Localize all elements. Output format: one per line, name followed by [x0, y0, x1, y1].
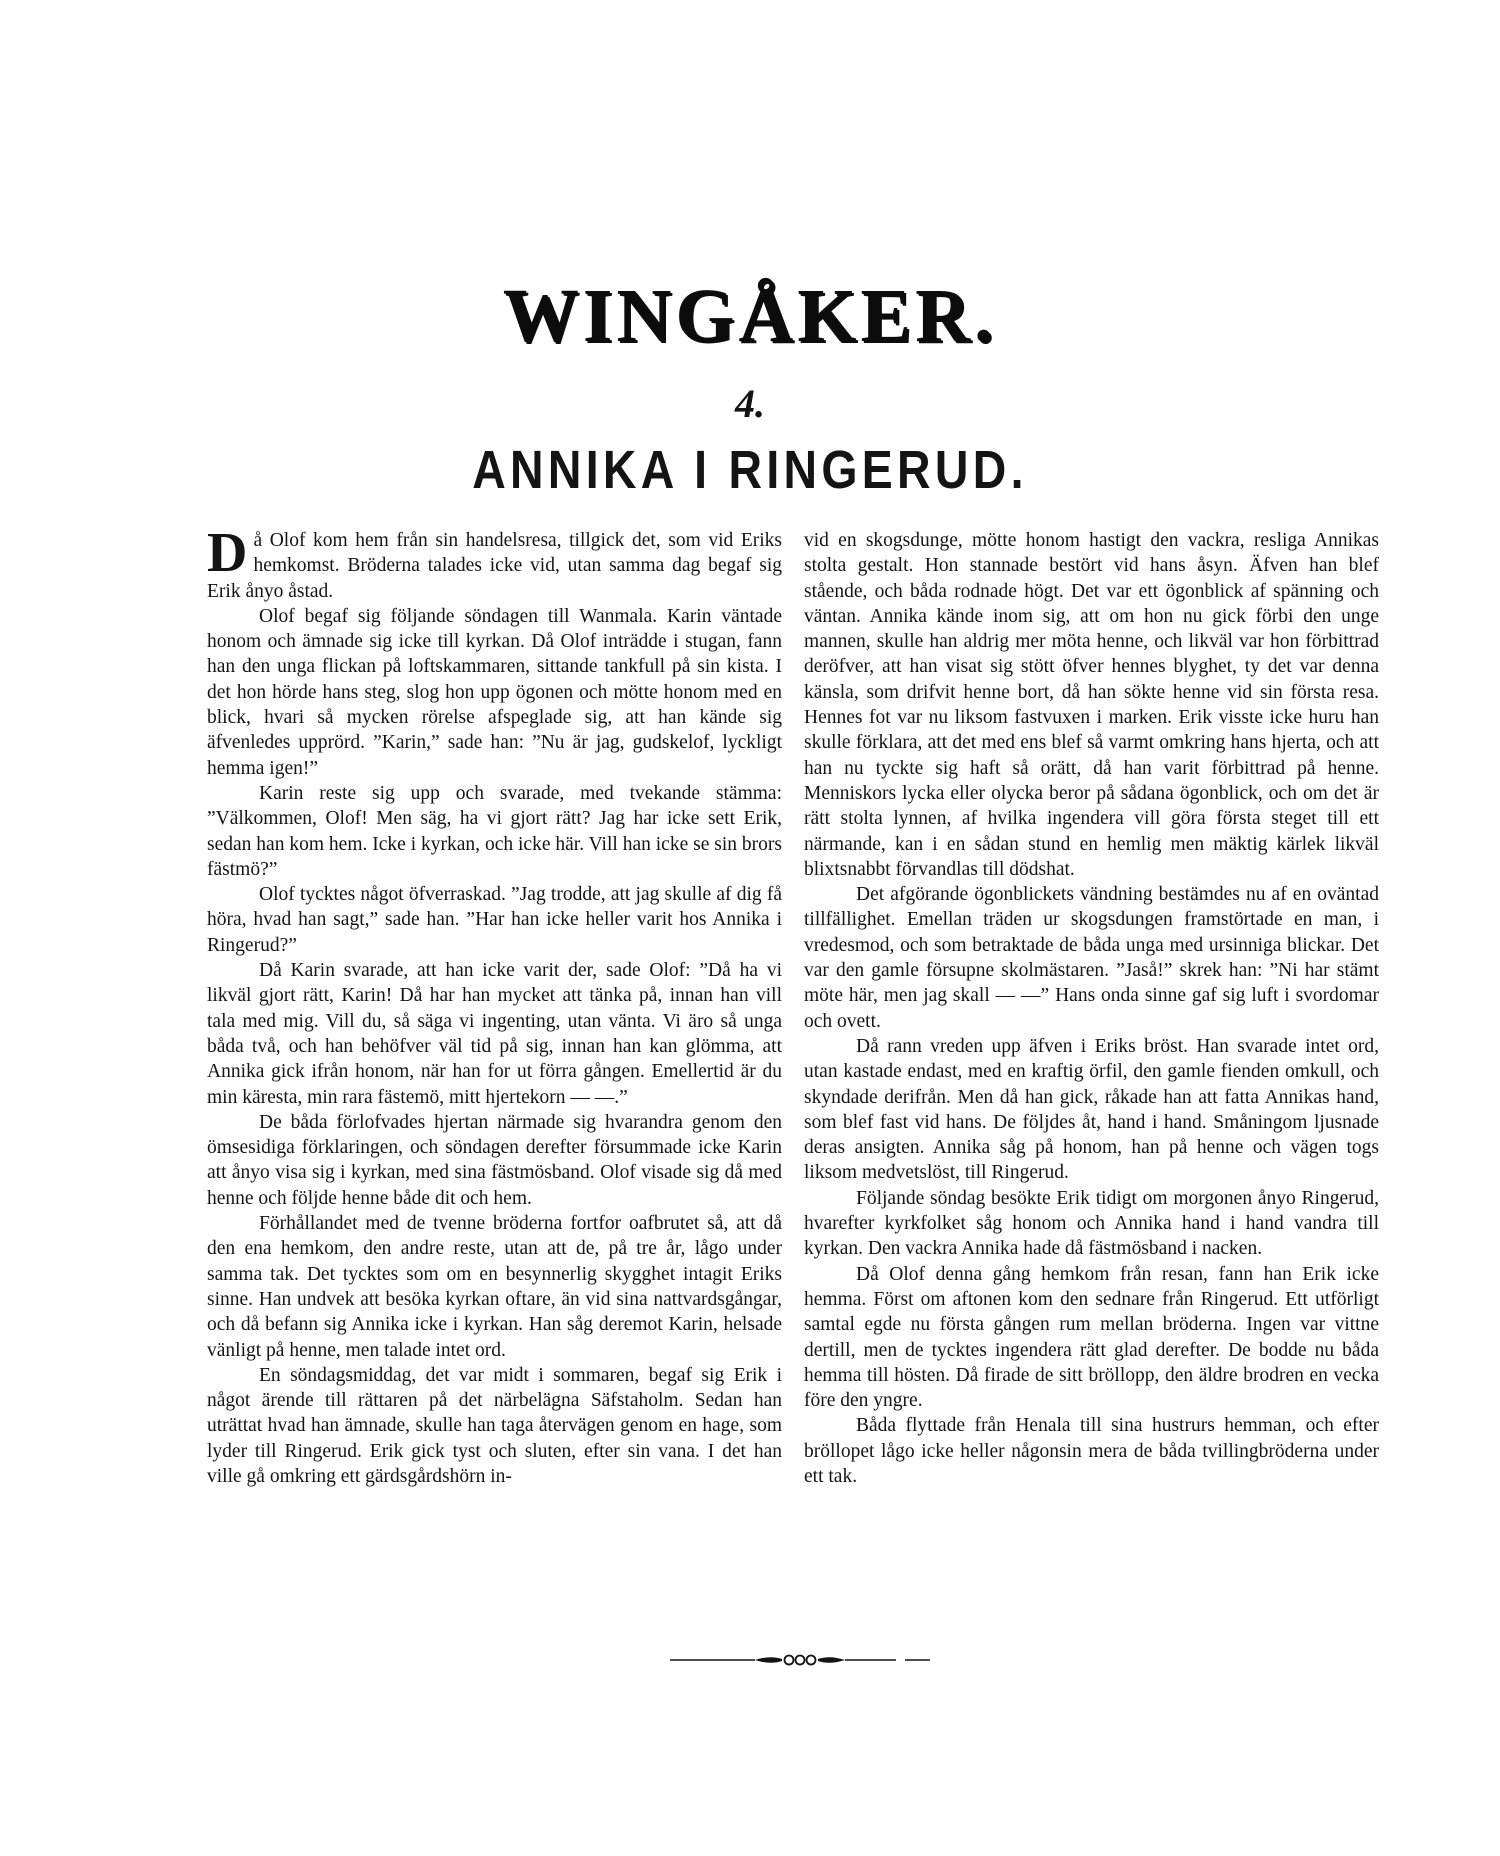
text-column-left — [207, 522, 782, 1489]
paragraph: vid en skogsdunge, mötte honom hastigt den vackra, resliga Annikas stolta gestalt. Hon stannade bestört vid hans åsyn. Äfven han blef stående, och båda rodnade högt. Det var ett ögonblick af spänning och väntan. Annika kände inom sig, att om hon nu gick förbi den unge mannen, skulle han aldrig mer möta henne, och likväl var hon förbittrad deröfver, att han visat sig stött öfver hennes blyghet, ty det var denna känsla, som drifvit henne bort, då han sökte henne vid sin första resa. Hennes fot var nu liksom fastvuxen i marken. Erik visste icke huru han skulle förklara, att det med ens blef så varmt omkring hans hjerta, och att han nu tyckte sig haft så orätt, då han varit förbittrad på henne. Menniskors lycka eller olycka beror på sådana ögonblick, och om det är rätt stolta lynnen, af hvilka ingendera vill göra första steget till ett närmande, kan i en sådan stund en hemlig men mäktig kärlek likväl blixtsnabbt förvandlas till dödshat. — [804, 530, 1379, 880]
chapter-title: ANNIKA I RINGERUD. — [472, 440, 1028, 500]
paragraph: Det afgörande ögonblickets vändning bestämdes nu af en oväntad tillfällighet. Emellan träden ur skogsdungen framstörtade en man, i vredesmod, och som betraktade de båda unga med ursinniga blickar. Det var den gamle försupne skolmästaren. ”Jaså!” skrek han: ”Ni har stämt möte här, men jag skall — —” Hans onda sinne gaf sig luft i svordomar och ovett. — [804, 884, 1379, 1032]
paragraph: Olof begaf sig följande söndagen till Wanmala. Karin väntade honom och ämnade sig icke till kyrkan. Då Olof inträdde i stugan, fann han den unga flickan på loftskammaren, sittande tankfull på sin kista. I det hon hörde hans steg, slog hon upp ögonen och mötte honom med en blick, hvari så mycken rörelse afspeglade sig, att han kände sig äfvenledes upprörd. ”Karin,” sade han: ”Nu är jag, gudskelof, lyckligt hemma igen!” — [207, 605, 782, 779]
paragraph-text: å Olof kom hem från sin handelsresa, tillgick det, som vid Eriks hemkomst. Bröderna talades icke vid, utan samma dag begaf sig Erik ånyo åstad. — [207, 530, 782, 602]
paragraph: Då rann vreden upp äfven i Eriks bröst. Han svarade intet ord, utan kastade endast, med en kraftig örfil, den gamle fienden omkull, och skyndade derifrån. Men då han gick, råkade han att fatta Annikas hand, som blef fast vid hans. De följdes åt, hand i hand. Småningom ljusnade deras ansigten. Annika såg på honom, han på henne och vägen togs liksom medvetslöst, till Ringerud. — [804, 1035, 1379, 1184]
chapter-number: 4. — [735, 381, 765, 426]
paragraph: Följande söndag besökte Erik tidigt om morgonen ånyo Ringerud, hvarefter kyrkfolket såg honom och Annika hand i hand vandra till kyrkan. Den vackra Annika hade då fästmösband i nacken. — [804, 1187, 1379, 1260]
paragraph: Då Karin svarade, att han icke varit der, sade Olof: ”Då ha vi likväl gjort rätt, Karin! Då har han mycket att tänka på, innan han vill tala med mig. Vill du, så säga vi ingenting, utan vänta. Vi äro så unga båda två, och han behöfver väl tid på sig, innan han kan glömma, att Annika gick ifrån honom, när han for ut förra gången. Emellertid är du min käresta, min rara fästemö, mitt hjertekorn — —.” — [207, 960, 782, 1108]
section-wordmark: WINGÅKER. — [502, 274, 998, 358]
paragraph: Förhållandet med de tvenne bröderna fortfor oafbrutet så, att då den ena hemkom, den andre reste, utan att de, på tre år, lågo under samma tak. Det tycktes som om en besynnerlig skygghet intagit Eriks sinne. Han undvek att besöka kyrkan oftare, än vid sina nattvardsgångar, och då befann sig Annika icke i kyrkan. Han såg deremot Karin, helsade vänligt på henne, men talade intet ord. — [207, 1213, 782, 1361]
text-column-right — [804, 528, 1379, 1489]
paragraph: Båda flyttade från Henala till sina hustrurs hemman, och efter bröllopet lågo icke heller någonsin mera de båda tvillingbröderna under ett tak. — [804, 1415, 1379, 1487]
paragraph — [207, 522, 782, 604]
scroll-rule-ornament-icon — [670, 1650, 930, 1670]
paragraph: Karin reste sig upp och svarade, med tvekande stämma: ”Välkommen, Olof! Men säg, ha vi gjort rätt? Jag har icke sett Erik, sedan han kom hem. Icke i kyrkan, och icke här. Vill han icke se sin brors fästmö?” — [207, 782, 782, 880]
paragraph: Då Olof denna gång hemkom från resan, fann han Erik icke hemma. Först om aftonen kom den sednare från Ringerud. Ett utförligt samtal egde nu första gången rum mellan bröderna. Ingen var vittne dertill, men de tycktes ingendera rätt glad derefter. De bodde nu båda hemma till hösten. Då firade de sitt bröllopp, den äldre brodren en vecka före den yngre. — [804, 1263, 1379, 1412]
drop-cap: D — [207, 522, 248, 584]
paragraph: De båda förlofvades hjertan närmade sig hvarandra genom den ömsesidiga förklaringen, och söndagen derefter försummade icke Karin att ånyo visa sig i kyrkan, med sina fästmösband. Olof visade sig då med henne och följde henne både dit och hem. — [207, 1111, 782, 1209]
paragraph: Olof tycktes något öfverraskad. ”Jag trodde, att jag skulle af dig få höra, hvad han sagt,” sade han. ”Har han icke heller varit hos Annika i Ringerud?” — [207, 884, 782, 956]
paragraph: En söndagsmiddag, det var midt i sommaren, begaf sig Erik i något ärende till rättaren på det närbelägna Säfstaholm. Sedan han uträttat hvad han ämnade, skulle han taga återvägen genom en hage, som lyder till Ringerud. Erik gick tyst och sluten, efter sin vana. I det han ville gå omkring ett gärdsgårdshörn in- — [207, 1364, 782, 1487]
